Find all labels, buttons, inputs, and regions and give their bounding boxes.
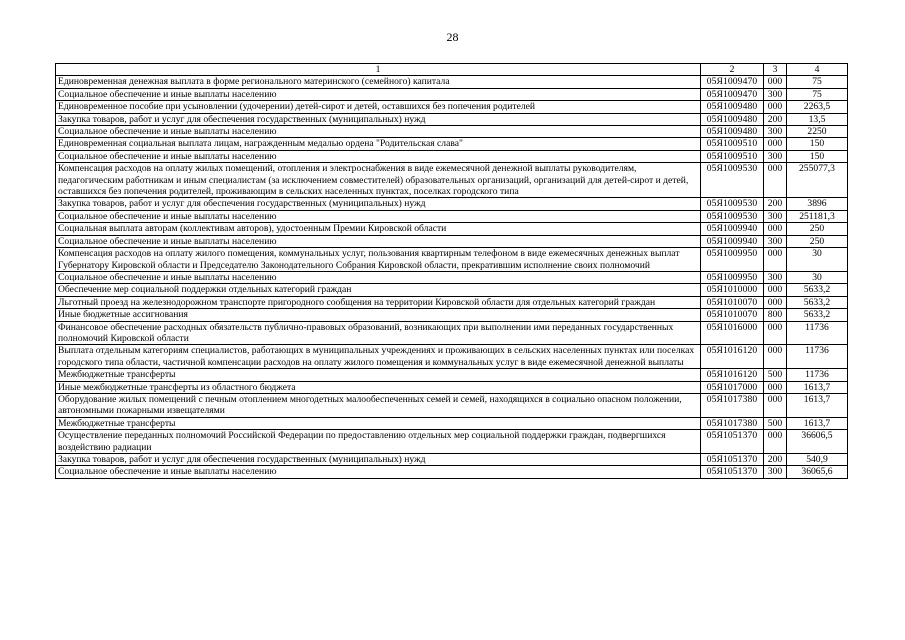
row-code-cell: 05Я1009530 [701, 163, 764, 198]
table-row [56, 345, 848, 369]
row-type-cell: 300 [764, 150, 787, 162]
row-name-cell: Межбюджетные трансферты [56, 417, 701, 429]
header-col-3: 3 [764, 64, 787, 76]
row-sum-cell: 250 [787, 223, 848, 235]
row-type-cell: 000 [764, 248, 787, 272]
row-name-cell: Социальное обеспечение и иные выплаты населению [56, 88, 701, 100]
row-code-cell: 05Я1017380 [701, 393, 764, 417]
table-row [56, 150, 848, 162]
row-type-cell: 000 [764, 430, 787, 454]
row-sum-cell: 11736 [787, 369, 848, 381]
row-name-cell: Льготный проезд на железнодорожном транспорте пригородного сообщения на территории Кировской области для отдельных категорий граждан [56, 296, 701, 308]
row-sum-cell: 540,9 [787, 454, 848, 466]
row-code-cell: 05Я1009950 [701, 248, 764, 272]
row-code-cell: 05Я1009940 [701, 223, 764, 235]
row-name-cell: Иные межбюджетные трансферты из областного бюджета [56, 381, 701, 393]
row-type-cell: 300 [764, 466, 787, 478]
row-sum-cell: 2250 [787, 126, 848, 138]
row-sum-cell: 75 [787, 76, 848, 88]
row-code-cell: 05Я1009510 [701, 150, 764, 162]
row-name-cell: Единовременное пособие при усыновлении (удочерении) детей-сирот и детей, оставшихся без попечения родителей [56, 101, 701, 113]
row-type-cell: 000 [764, 223, 787, 235]
row-type-cell: 200 [764, 113, 787, 125]
table-row [56, 381, 848, 393]
row-code-cell: 05Я1051370 [701, 454, 764, 466]
row-name-cell: Выплата отдельным категориям специалистов, работающих в муниципальных учреждениях и проживающих в сельских населенных пунктах или поселках городского типа области, частичной компенсации расходов на оплату жилого помещения и коммунальных услуг в виде ежемесячной денежной выплаты [56, 345, 701, 369]
row-sum-cell: 251181,3 [787, 210, 848, 222]
row-name-cell: Социальная выплата авторам (коллективам авторов), удостоенным Премии Кировской области [56, 223, 701, 235]
row-sum-cell: 150 [787, 138, 848, 150]
row-sum-cell: 36065,6 [787, 466, 848, 478]
row-name-cell: Социальное обеспечение и иные выплаты населению [56, 126, 701, 138]
row-code-cell: 05Я1009480 [701, 113, 764, 125]
row-sum-cell: 13,5 [787, 113, 848, 125]
row-name-cell: Компенсация расходов на оплату жилого помещения, коммунальных услуг, пользования квартирным телефоном в виде ежемесячных денежных выплат Губернатору Кировской области и Председателю Законодательного Собрания Кировской области, прекратившим исполнение своих полномочий [56, 248, 701, 272]
row-sum-cell: 5633,2 [787, 309, 848, 321]
row-type-cell: 500 [764, 417, 787, 429]
table-row [56, 113, 848, 125]
row-code-cell: 05Я1016000 [701, 321, 764, 345]
table-row [56, 309, 848, 321]
table-row [56, 76, 848, 88]
row-code-cell: 05Я1051370 [701, 430, 764, 454]
row-code-cell: 05Я1009530 [701, 210, 764, 222]
table-row [56, 210, 848, 222]
row-code-cell: 05Я1010070 [701, 296, 764, 308]
row-sum-cell: 5633,2 [787, 296, 848, 308]
table-row [56, 417, 848, 429]
row-code-cell: 05Я1009480 [701, 101, 764, 113]
table-row [56, 296, 848, 308]
row-code-cell: 05Я1009470 [701, 76, 764, 88]
row-code-cell: 05Я1017380 [701, 417, 764, 429]
row-sum-cell: 30 [787, 248, 848, 272]
table-row [56, 321, 848, 345]
row-sum-cell: 11736 [787, 345, 848, 369]
row-code-cell: 05Я1016120 [701, 369, 764, 381]
row-type-cell: 300 [764, 271, 787, 283]
table-row [56, 369, 848, 381]
row-name-cell: Осуществление переданных полномочий Российской Федерации по предоставлению отдельных мер социальной поддержки граждан, подвергшихся воздействию радиации [56, 430, 701, 454]
table-row [56, 248, 848, 272]
row-name-cell: Социальное обеспечение и иные выплаты населению [56, 210, 701, 222]
row-type-cell: 000 [764, 381, 787, 393]
row-sum-cell: 36606,5 [787, 430, 848, 454]
row-sum-cell: 2263,5 [787, 101, 848, 113]
table-row [56, 271, 848, 283]
row-code-cell: 05Я1009940 [701, 235, 764, 247]
row-type-cell: 300 [764, 210, 787, 222]
row-code-cell: 05Я1009510 [701, 138, 764, 150]
table-body [56, 76, 848, 478]
row-code-cell: 05Я1017000 [701, 381, 764, 393]
row-name-cell: Социальное обеспечение и иные выплаты населению [56, 235, 701, 247]
header-col-2: 2 [701, 64, 764, 76]
row-sum-cell: 1613,7 [787, 381, 848, 393]
row-name-cell: Социальное обеспечение и иные выплаты населению [56, 150, 701, 162]
row-sum-cell: 255077,3 [787, 163, 848, 198]
row-name-cell: Обеспечение мер социальной поддержки отдельных категорий граждан [56, 284, 701, 296]
table-row [56, 163, 848, 198]
row-type-cell: 300 [764, 88, 787, 100]
row-type-cell: 000 [764, 393, 787, 417]
row-sum-cell: 75 [787, 88, 848, 100]
row-sum-cell: 3896 [787, 198, 848, 210]
row-sum-cell: 1613,7 [787, 393, 848, 417]
row-name-cell: Компенсация расходов на оплату жилых помещений, отопления и электроснабжения в виде ежемесячной денежной выплаты руководителям, педагогическим работникам и иным специалистам (за исключением совместителей) образовательных организаций, организаций для детей-сирот и детей, оставшихся без попечения родителей, проживающим в сельских населенных пунктах, поселках городского типа [56, 163, 701, 198]
table-row [56, 126, 848, 138]
row-code-cell: 05Я1009530 [701, 198, 764, 210]
row-type-cell: 000 [764, 76, 787, 88]
row-type-cell: 000 [764, 321, 787, 345]
row-type-cell: 000 [764, 296, 787, 308]
row-sum-cell: 11736 [787, 321, 848, 345]
row-code-cell: 05Я1010000 [701, 284, 764, 296]
row-code-cell: 05Я1016120 [701, 345, 764, 369]
row-sum-cell: 250 [787, 235, 848, 247]
row-name-cell: Оборудование жилых помещений с печным отоплением многодетных малообеспеченных семей и семей, находящихся в социально опасном положении, автономными пожарными извещателями [56, 393, 701, 417]
row-name-cell: Социальное обеспечение и иные выплаты населению [56, 466, 701, 478]
table-row [56, 284, 848, 296]
page-number: 28 [446, 30, 459, 44]
row-name-cell: Закупка товаров, работ и услуг для обеспечения государственных (муниципальных) нужд [56, 113, 701, 125]
row-code-cell: 05Я1051370 [701, 466, 764, 478]
table-row [56, 198, 848, 210]
row-type-cell: 300 [764, 235, 787, 247]
row-name-cell: Единовременная денежная выплата в форме регионального материнского (семейного) капитала [56, 76, 701, 88]
row-type-cell: 000 [764, 345, 787, 369]
row-name-cell: Социальное обеспечение и иные выплаты населению [56, 271, 701, 283]
row-code-cell: 05Я1010070 [701, 309, 764, 321]
row-name-cell: Закупка товаров, работ и услуг для обеспечения государственных (муниципальных) нужд [56, 454, 701, 466]
row-code-cell: 05Я1009480 [701, 126, 764, 138]
row-code-cell: 05Я1009950 [701, 271, 764, 283]
row-type-cell: 000 [764, 101, 787, 113]
row-name-cell: Иные бюджетные ассигнования [56, 309, 701, 321]
row-sum-cell: 150 [787, 150, 848, 162]
table-row [56, 454, 848, 466]
row-name-cell: Единовременная социальная выплата лицам, награжденным медалью ордена "Родительская слава" [56, 138, 701, 150]
budget-table [55, 63, 848, 479]
row-type-cell: 800 [764, 309, 787, 321]
header-row [56, 64, 848, 76]
row-sum-cell: 5633,2 [787, 284, 848, 296]
row-sum-cell: 30 [787, 271, 848, 283]
row-code-cell: 05Я1009470 [701, 88, 764, 100]
row-name-cell: Закупка товаров, работ и услуг для обеспечения государственных (муниципальных) нужд [56, 198, 701, 210]
header-col-4: 4 [787, 64, 848, 76]
row-name-cell: Межбюджетные трансферты [56, 369, 701, 381]
row-type-cell: 000 [764, 284, 787, 296]
row-type-cell: 300 [764, 126, 787, 138]
row-type-cell: 200 [764, 454, 787, 466]
table-row [56, 430, 848, 454]
row-type-cell: 200 [764, 198, 787, 210]
table-row [56, 138, 848, 150]
table-row [56, 393, 848, 417]
row-sum-cell: 1613,7 [787, 417, 848, 429]
table-row [56, 235, 848, 247]
header-col-1: 1 [56, 64, 701, 76]
row-type-cell: 500 [764, 369, 787, 381]
row-type-cell: 000 [764, 138, 787, 150]
table-row [56, 466, 848, 478]
table-row [56, 101, 848, 113]
row-type-cell: 000 [764, 163, 787, 198]
table-row [56, 223, 848, 235]
table-row [56, 88, 848, 100]
row-name-cell: Финансовое обеспечение расходных обязательств публично-правовых образований, возникающих при выполнении ими переданных государственных полномочий Кировской области [56, 321, 701, 345]
